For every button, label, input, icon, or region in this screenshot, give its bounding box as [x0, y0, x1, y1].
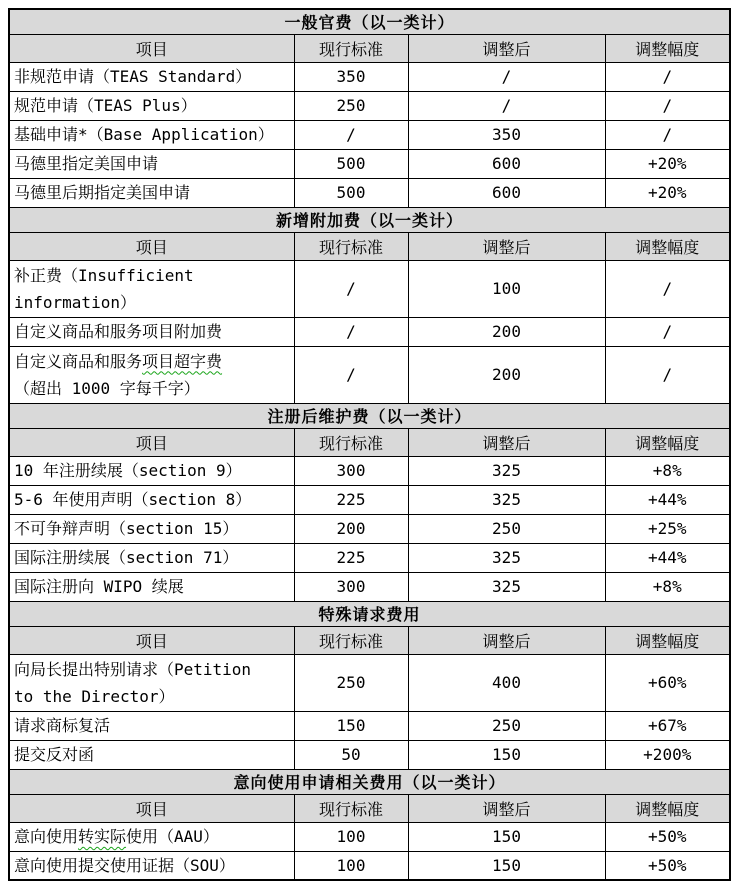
- column-header: 项目: [9, 794, 294, 822]
- item-cell: [9, 514, 294, 543]
- item-text-line: 请求商标复活: [14, 716, 111, 735]
- current-fee-cell: 350: [294, 62, 408, 91]
- table-row: [9, 317, 730, 346]
- item-text-line: 马德里后期指定美国申请: [14, 183, 191, 202]
- adjusted-fee-cell: 350: [408, 120, 605, 149]
- adjusted-fee-cell: 150: [408, 822, 605, 851]
- item-cell: [9, 485, 294, 514]
- item-text-line: 规范申请（TEAS Plus）: [14, 96, 197, 115]
- column-header: 调整幅度: [605, 428, 730, 456]
- current-fee-cell: 300: [294, 572, 408, 601]
- item-text-line: （超出 1000 字每千字）: [14, 378, 200, 398]
- adjusted-fee-cell: 600: [408, 149, 605, 178]
- current-fee-cell: 225: [294, 543, 408, 572]
- adjusted-fee-cell: 250: [408, 514, 605, 543]
- change-cell: +20%: [605, 149, 730, 178]
- item-text-line: 自定义商品和服务项目超字费: [14, 351, 223, 371]
- item-text-line: 基础申请*（Base Application）: [14, 125, 274, 144]
- change-cell: +8%: [605, 456, 730, 485]
- adjusted-fee-cell: 150: [408, 740, 605, 769]
- section-title: 一般官费（以一类计）: [9, 9, 730, 34]
- item-cell: [9, 740, 294, 769]
- adjusted-fee-cell: 150: [408, 851, 605, 880]
- spellcheck-underline-text: 项目超字费: [142, 351, 223, 371]
- table-row: [9, 740, 730, 769]
- current-fee-cell: /: [294, 120, 408, 149]
- table-row: [9, 543, 730, 572]
- current-fee-cell: 250: [294, 654, 408, 711]
- adjusted-fee-cell: 325: [408, 456, 605, 485]
- item-cell: [9, 91, 294, 120]
- item-cell: [9, 317, 294, 346]
- section-title-row: [9, 9, 730, 34]
- column-header-row: [9, 794, 730, 822]
- table-row: [9, 485, 730, 514]
- change-cell: +20%: [605, 178, 730, 207]
- change-cell: /: [605, 91, 730, 120]
- column-header: 现行标准: [294, 34, 408, 62]
- spellcheck-underline-text: 转实际: [78, 827, 127, 846]
- current-fee-cell: 150: [294, 711, 408, 740]
- item-text-line: 向局长提出特别请求（Petition: [14, 659, 252, 679]
- column-header: 项目: [9, 626, 294, 654]
- change-cell: +50%: [605, 822, 730, 851]
- adjusted-fee-cell: /: [408, 62, 605, 91]
- change-cell: +8%: [605, 572, 730, 601]
- section-title-row: [9, 601, 730, 626]
- table-row: [9, 178, 730, 207]
- change-cell: +60%: [605, 654, 730, 711]
- table-row: [9, 822, 730, 851]
- item-cell: [9, 654, 294, 711]
- column-header: 调整幅度: [605, 794, 730, 822]
- column-header: 项目: [9, 34, 294, 62]
- section-title-row: [9, 769, 730, 794]
- change-cell: +25%: [605, 514, 730, 543]
- item-cell: [9, 543, 294, 572]
- item-cell: [9, 149, 294, 178]
- adjusted-fee-cell: 400: [408, 654, 605, 711]
- section-title: 意向使用申请相关费用（以一类计）: [9, 769, 730, 794]
- item-text-line: 提交反对函: [14, 745, 95, 764]
- item-cell: [9, 346, 294, 403]
- current-fee-cell: 100: [294, 851, 408, 880]
- item-text-line: 10 年注册续展（section 9）: [14, 461, 242, 480]
- item-text-line: 国际注册向 WIPO 续展: [14, 577, 184, 596]
- current-fee-cell: 200: [294, 514, 408, 543]
- item-cell: [9, 711, 294, 740]
- change-cell: /: [605, 62, 730, 91]
- current-fee-cell: /: [294, 346, 408, 403]
- column-header-row: [9, 232, 730, 260]
- item-text-line: 意向使用转实际使用（AAU）: [14, 827, 219, 846]
- item-text-line: to the Director）: [14, 686, 175, 706]
- table-row: [9, 851, 730, 880]
- item-text-line: 马德里指定美国申请: [14, 154, 159, 173]
- adjusted-fee-cell: /: [408, 91, 605, 120]
- column-header: 调整幅度: [605, 34, 730, 62]
- adjusted-fee-cell: 200: [408, 346, 605, 403]
- column-header-row: [9, 34, 730, 62]
- change-cell: +67%: [605, 711, 730, 740]
- item-text-line: 自定义商品和服务项目附加费: [14, 322, 223, 341]
- table-row: [9, 149, 730, 178]
- current-fee-cell: /: [294, 317, 408, 346]
- column-header: 现行标准: [294, 626, 408, 654]
- change-cell: /: [605, 346, 730, 403]
- item-text-line: 不可争辩声明（section 15）: [14, 519, 239, 538]
- change-cell: +200%: [605, 740, 730, 769]
- item-text-line: 5-6 年使用声明（section 8）: [14, 490, 252, 509]
- column-header: 调整幅度: [605, 626, 730, 654]
- item-cell: [9, 851, 294, 880]
- change-cell: /: [605, 317, 730, 346]
- item-cell: [9, 572, 294, 601]
- column-header: 调整后: [408, 232, 605, 260]
- section-title-row: [9, 207, 730, 232]
- table-row: [9, 654, 730, 711]
- current-fee-cell: 100: [294, 822, 408, 851]
- item-text-line: information）: [14, 292, 136, 312]
- item-cell: [9, 178, 294, 207]
- column-header: 现行标准: [294, 794, 408, 822]
- change-cell: /: [605, 260, 730, 317]
- column-header: 现行标准: [294, 428, 408, 456]
- section-title-row: [9, 403, 730, 428]
- section-title: 注册后维护费（以一类计）: [9, 403, 730, 428]
- current-fee-cell: 300: [294, 456, 408, 485]
- adjusted-fee-cell: 325: [408, 543, 605, 572]
- table-row: [9, 62, 730, 91]
- item-text-line: 补正费（Insufficient: [14, 265, 194, 285]
- change-cell: +44%: [605, 543, 730, 572]
- item-cell: [9, 120, 294, 149]
- column-header: 项目: [9, 232, 294, 260]
- column-header-row: [9, 428, 730, 456]
- section-title: 特殊请求费用: [9, 601, 730, 626]
- fee-table: [8, 8, 731, 881]
- section-title: 新增附加费（以一类计）: [9, 207, 730, 232]
- column-header: 调整幅度: [605, 232, 730, 260]
- change-cell: +44%: [605, 485, 730, 514]
- table-row: [9, 711, 730, 740]
- item-cell: [9, 260, 294, 317]
- current-fee-cell: 500: [294, 178, 408, 207]
- column-header: 调整后: [408, 428, 605, 456]
- table-row: [9, 346, 730, 403]
- column-header: 调整后: [408, 794, 605, 822]
- column-header: 调整后: [408, 34, 605, 62]
- adjusted-fee-cell: 600: [408, 178, 605, 207]
- table-row: [9, 260, 730, 317]
- item-cell: [9, 822, 294, 851]
- column-header: 现行标准: [294, 232, 408, 260]
- current-fee-cell: 500: [294, 149, 408, 178]
- change-cell: /: [605, 120, 730, 149]
- item-text-line: 国际注册续展（section 71）: [14, 548, 239, 567]
- table-row: [9, 456, 730, 485]
- table-row: [9, 572, 730, 601]
- table-row: [9, 514, 730, 543]
- adjusted-fee-cell: 100: [408, 260, 605, 317]
- column-header: 调整后: [408, 626, 605, 654]
- change-cell: +50%: [605, 851, 730, 880]
- adjusted-fee-cell: 200: [408, 317, 605, 346]
- item-cell: [9, 62, 294, 91]
- table-row: [9, 91, 730, 120]
- current-fee-cell: /: [294, 260, 408, 317]
- column-header-row: [9, 626, 730, 654]
- item-text-line: 意向使用提交使用证据（SOU）: [14, 855, 235, 875]
- current-fee-cell: 250: [294, 91, 408, 120]
- item-cell: [9, 456, 294, 485]
- item-text-line: 非规范申请（TEAS Standard）: [14, 67, 252, 86]
- adjusted-fee-cell: 250: [408, 711, 605, 740]
- table-row: [9, 120, 730, 149]
- fee-table-body: [9, 9, 730, 880]
- adjusted-fee-cell: 325: [408, 572, 605, 601]
- current-fee-cell: 50: [294, 740, 408, 769]
- column-header: 项目: [9, 428, 294, 456]
- current-fee-cell: 225: [294, 485, 408, 514]
- adjusted-fee-cell: 325: [408, 485, 605, 514]
